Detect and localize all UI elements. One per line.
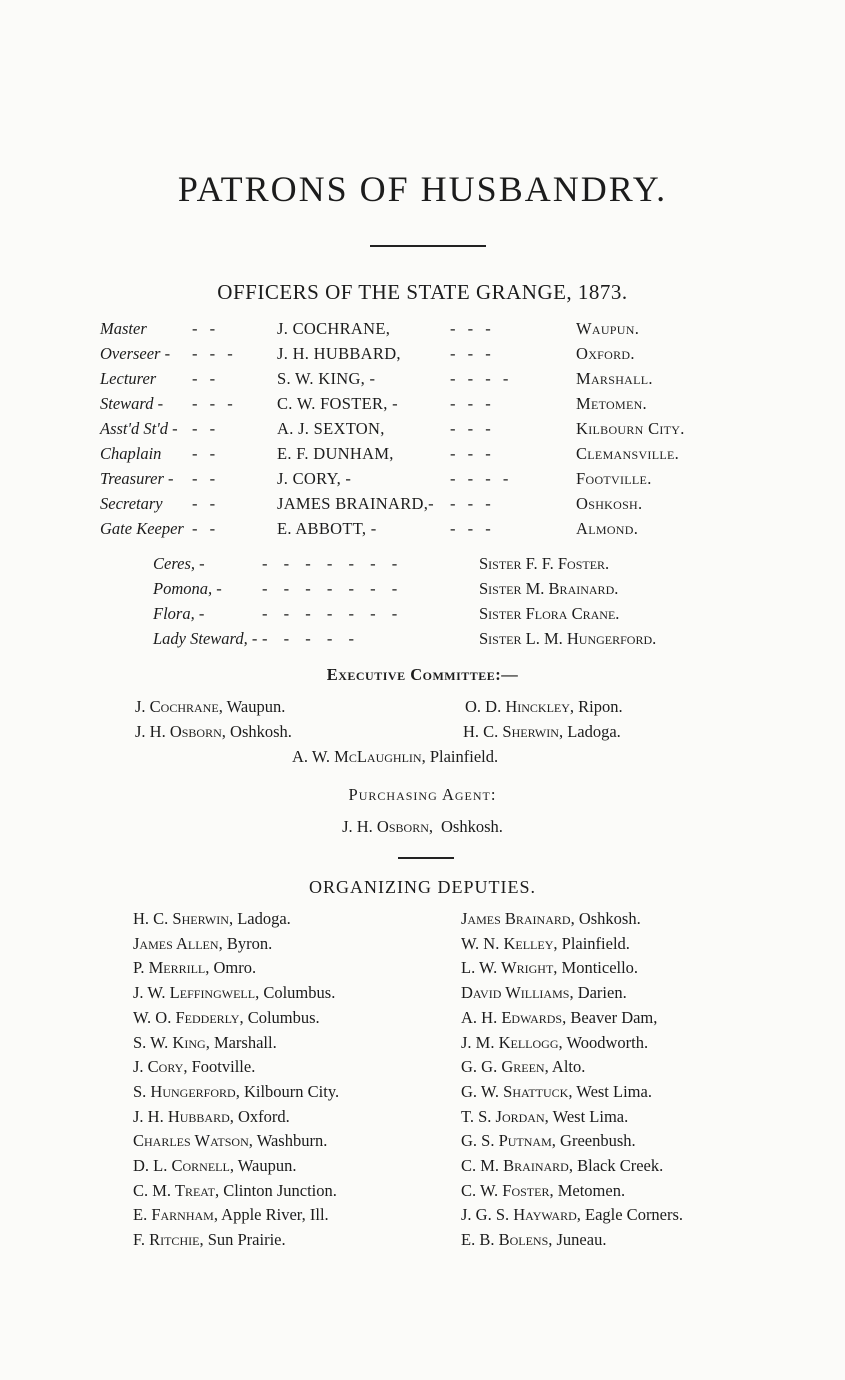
purchasing-agent: J. H. Osborn, Oshkosh.	[342, 817, 503, 836]
deputy-place: , Columbus.	[239, 1007, 320, 1027]
office-title: Asst'd St'd -	[100, 419, 178, 438]
deputy-place: , Oshkosh.	[570, 909, 641, 928]
officer-place: Metomen.	[576, 394, 647, 413]
deputy-name: J. G. S. Hayward	[461, 1205, 577, 1225]
deputy-name: J. W. Leffingwell	[133, 983, 256, 1003]
deputy-place: , Kilbourn City.	[235, 1081, 340, 1101]
deputy-entry	[461, 934, 630, 958]
officer-name: A. J. SEXTON,	[277, 419, 385, 438]
deputy-entry	[461, 1082, 652, 1106]
leader-dots: - - -	[450, 319, 495, 338]
deputy-entry	[133, 1082, 339, 1106]
office-title: Ceres, -	[153, 554, 205, 573]
auxiliary-officer-row	[0, 554, 845, 579]
deputy-entry	[133, 909, 291, 933]
office-title: Flora, -	[153, 604, 205, 623]
officer-name: Sister L. M. Hungerford.	[479, 629, 657, 648]
deputy-entry	[133, 1181, 337, 1205]
officer-name: E. ABBOTT, -	[277, 519, 377, 538]
office-title: Pomona, -	[153, 579, 222, 598]
deputy-place: , Marshall.	[205, 1032, 277, 1052]
deputy-entry	[461, 1205, 683, 1229]
officer-row	[0, 519, 845, 544]
deputy-name: James Allen	[133, 933, 219, 953]
officer-row	[0, 369, 845, 394]
deputy-entry	[461, 909, 641, 933]
deputy-entry	[133, 934, 272, 958]
office-title: Master	[100, 319, 147, 338]
officer-name: Sister Flora Crane.	[479, 604, 620, 623]
leader-dots: - - -	[450, 394, 495, 413]
office-title: Lady Steward, -	[153, 629, 258, 648]
deputy-place: , Juneau.	[548, 1230, 607, 1250]
deputy-entry	[461, 958, 638, 982]
deputy-name: E. B. Bolens	[461, 1230, 549, 1250]
deputy-place: , West Lima.	[544, 1106, 629, 1126]
deputy-name: C. M. Brainard	[461, 1156, 569, 1175]
officer-place: Kilbourn City.	[576, 419, 685, 438]
executive-member: J. H. Osborn, Oshkosh.	[135, 722, 292, 741]
deputy-place: , Monticello.	[553, 958, 639, 978]
deputy-place: , Beaver Dam,	[562, 1007, 658, 1027]
deputy-place: , Plainfield.	[553, 933, 630, 953]
officer-name: S. W. KING, -	[277, 369, 376, 388]
deputy-entry	[133, 983, 335, 1007]
leader-dots: - - -	[450, 519, 495, 538]
deputy-name: G. S. Putnam	[461, 1131, 552, 1151]
office-title: Chaplain	[100, 444, 162, 463]
auxiliary-officer-row	[0, 579, 845, 604]
deputy-place: , Clinton Junction.	[214, 1180, 337, 1200]
deputy-place: , Darien.	[569, 983, 627, 1003]
deputy-entry	[133, 1008, 320, 1032]
officer-row	[0, 319, 845, 344]
deputy-name: L. W. Wright	[461, 958, 554, 978]
officer-name: J. COCHRANE,	[277, 319, 391, 338]
leader-dots: - - -	[192, 394, 237, 413]
officer-place: Oshkosh.	[576, 494, 643, 513]
deputy-place: , Washburn.	[248, 1131, 328, 1151]
executive-member: H. C. Sherwin, Ladoga.	[463, 722, 621, 741]
deputy-name: G. G. Green	[461, 1057, 545, 1077]
leader-dots: - - - - -	[262, 629, 360, 648]
deputy-name: P. Merrill	[133, 958, 206, 978]
deputy-entry	[133, 1107, 290, 1131]
deputy-name: J. M. Kellogg	[461, 1032, 559, 1052]
officer-place: Waupun.	[576, 319, 640, 338]
deputies-heading: ORGANIZING DEPUTIES.	[309, 877, 536, 897]
deputy-entry	[461, 1107, 628, 1131]
deputy-place: , Black Creek.	[568, 1156, 664, 1175]
officer-row	[0, 344, 845, 369]
auxiliary-officer-row	[0, 604, 845, 629]
leader-dots: - - -	[450, 444, 495, 463]
deputy-place: , Eagle Corners.	[576, 1205, 684, 1225]
deputy-name: E. Farnham	[133, 1205, 214, 1225]
officer-place: Oxford.	[576, 344, 635, 363]
deputy-entry	[133, 1205, 329, 1229]
leader-dots: - - -	[450, 419, 495, 438]
deputy-name: D. L. Cornell	[133, 1156, 230, 1175]
deputy-entry	[133, 958, 256, 982]
deputy-name: J. Cory	[133, 1057, 184, 1077]
deputy-place: , Sun Prairie.	[199, 1230, 286, 1250]
leader-dots: - - -	[450, 344, 495, 363]
deputy-place: , Byron.	[218, 933, 273, 953]
deputy-entry	[461, 1230, 606, 1254]
deputy-entry	[461, 1131, 636, 1155]
deputy-name: Charles Watson	[133, 1131, 249, 1151]
office-title: Treasurer -	[100, 469, 174, 488]
deputy-name: G. W. Shattuck	[461, 1081, 569, 1101]
deputy-place: , Greenbush.	[551, 1131, 636, 1151]
deputy-place: , Omro.	[205, 958, 257, 978]
deputy-name: C. M. Treat	[133, 1180, 215, 1200]
deputy-entry	[461, 1057, 585, 1081]
deputy-place: , Metomen.	[549, 1180, 626, 1200]
deputy-name: H. C. Sherwin	[133, 909, 229, 928]
title-divider	[370, 245, 486, 247]
officer-row	[0, 469, 845, 494]
office-title: Lecturer	[100, 369, 157, 388]
officer-name: Sister F. F. Foster.	[479, 554, 610, 573]
deputy-entry	[461, 983, 627, 1007]
deputy-name: A. H. Edwards	[461, 1007, 563, 1027]
deputy-entry	[461, 1008, 657, 1032]
deputy-name: F. Ritchie	[133, 1230, 200, 1250]
deputy-entry	[461, 1156, 663, 1180]
leader-dots: - - - - - - -	[262, 554, 404, 573]
deputy-entry	[133, 1033, 277, 1057]
leader-dots: - - - - - - -	[262, 604, 404, 623]
leader-dots: - -	[192, 419, 220, 438]
officers-heading: OFFICERS OF THE STATE GRANGE, 1873.	[217, 280, 628, 304]
deputy-name: S. W. King	[133, 1032, 206, 1052]
section-divider	[398, 857, 454, 859]
leader-dots: - -	[192, 319, 220, 338]
executive-committee-heading: Executive Committee:—	[326, 665, 519, 684]
officer-place: Footville.	[576, 469, 652, 488]
officer-name: J. H. HUBBARD,	[277, 344, 401, 363]
officer-name: J. CORY, -	[277, 469, 352, 488]
officer-name: E. F. DUNHAM,	[277, 444, 394, 463]
deputy-entry	[461, 1033, 648, 1057]
purchasing-agent-heading: Purchasing Agent:	[348, 785, 497, 804]
officer-row	[0, 494, 845, 519]
page-title: PATRONS OF HUSBANDRY.	[177, 169, 668, 209]
leader-dots: - - - -	[450, 469, 513, 488]
deputy-name: J. H. Hubbard	[133, 1106, 230, 1126]
deputy-entry	[133, 1057, 255, 1081]
officer-place: Marshall.	[576, 369, 653, 388]
leader-dots: - -	[192, 519, 220, 538]
officer-row	[0, 394, 845, 419]
officer-row	[0, 444, 845, 469]
deputy-place: , Apple River, Ill.	[213, 1205, 329, 1225]
auxiliary-officer-row	[0, 629, 845, 654]
executive-member: A. W. McLaughlin, Plainfield.	[292, 747, 499, 766]
leader-dots: - - -	[450, 494, 495, 513]
officer-name: C. W. FOSTER, -	[277, 394, 398, 413]
leader-dots: - -	[192, 444, 220, 463]
deputy-place: , Ladoga.	[228, 909, 291, 928]
leader-dots: - -	[192, 369, 220, 388]
office-title: Secretary	[100, 494, 163, 513]
deputy-place: , West Lima.	[568, 1081, 652, 1101]
office-title: Gate Keeper	[100, 519, 184, 538]
deputy-name: T. S. Jordan	[461, 1106, 545, 1126]
officer-place: Almond.	[576, 519, 639, 538]
officer-name: JAMES BRAINARD,-	[277, 494, 434, 513]
officer-name: Sister M. Brainard.	[479, 579, 619, 598]
officer-row	[0, 419, 845, 444]
deputy-entry	[133, 1156, 296, 1180]
deputy-place: , Waupun.	[229, 1156, 297, 1175]
deputy-name: S. Hungerford	[133, 1081, 236, 1101]
deputy-entry	[133, 1230, 286, 1254]
officer-place: Clemansville.	[576, 444, 680, 463]
deputy-entry	[133, 1131, 327, 1155]
executive-member: O. D. Hinckley, Ripon.	[465, 697, 623, 716]
executive-member: J. Cochrane, Waupun.	[135, 697, 286, 716]
deputy-place: , Footville.	[183, 1057, 256, 1077]
deputy-entry	[461, 1181, 625, 1205]
deputy-name: C. W. Foster	[461, 1180, 550, 1200]
leader-dots: - -	[192, 494, 220, 513]
deputy-name: W. N. Kelley	[461, 933, 554, 953]
deputy-place: , Columbus.	[255, 983, 336, 1003]
deputy-name: W. O. Fedderly	[133, 1007, 240, 1027]
deputy-name: James Brainard	[461, 909, 571, 928]
office-title: Overseer -	[100, 344, 171, 363]
deputy-place: , Woodworth.	[558, 1032, 649, 1052]
deputy-place: , Alto.	[544, 1057, 586, 1077]
leader-dots: - -	[192, 469, 220, 488]
office-title: Steward -	[100, 394, 164, 413]
deputy-place: , Oxford.	[229, 1106, 290, 1126]
leader-dots: - - -	[192, 344, 237, 363]
deputy-name: David Williams	[461, 983, 570, 1003]
leader-dots: - - - - - - -	[262, 579, 404, 598]
leader-dots: - - - -	[450, 369, 513, 388]
